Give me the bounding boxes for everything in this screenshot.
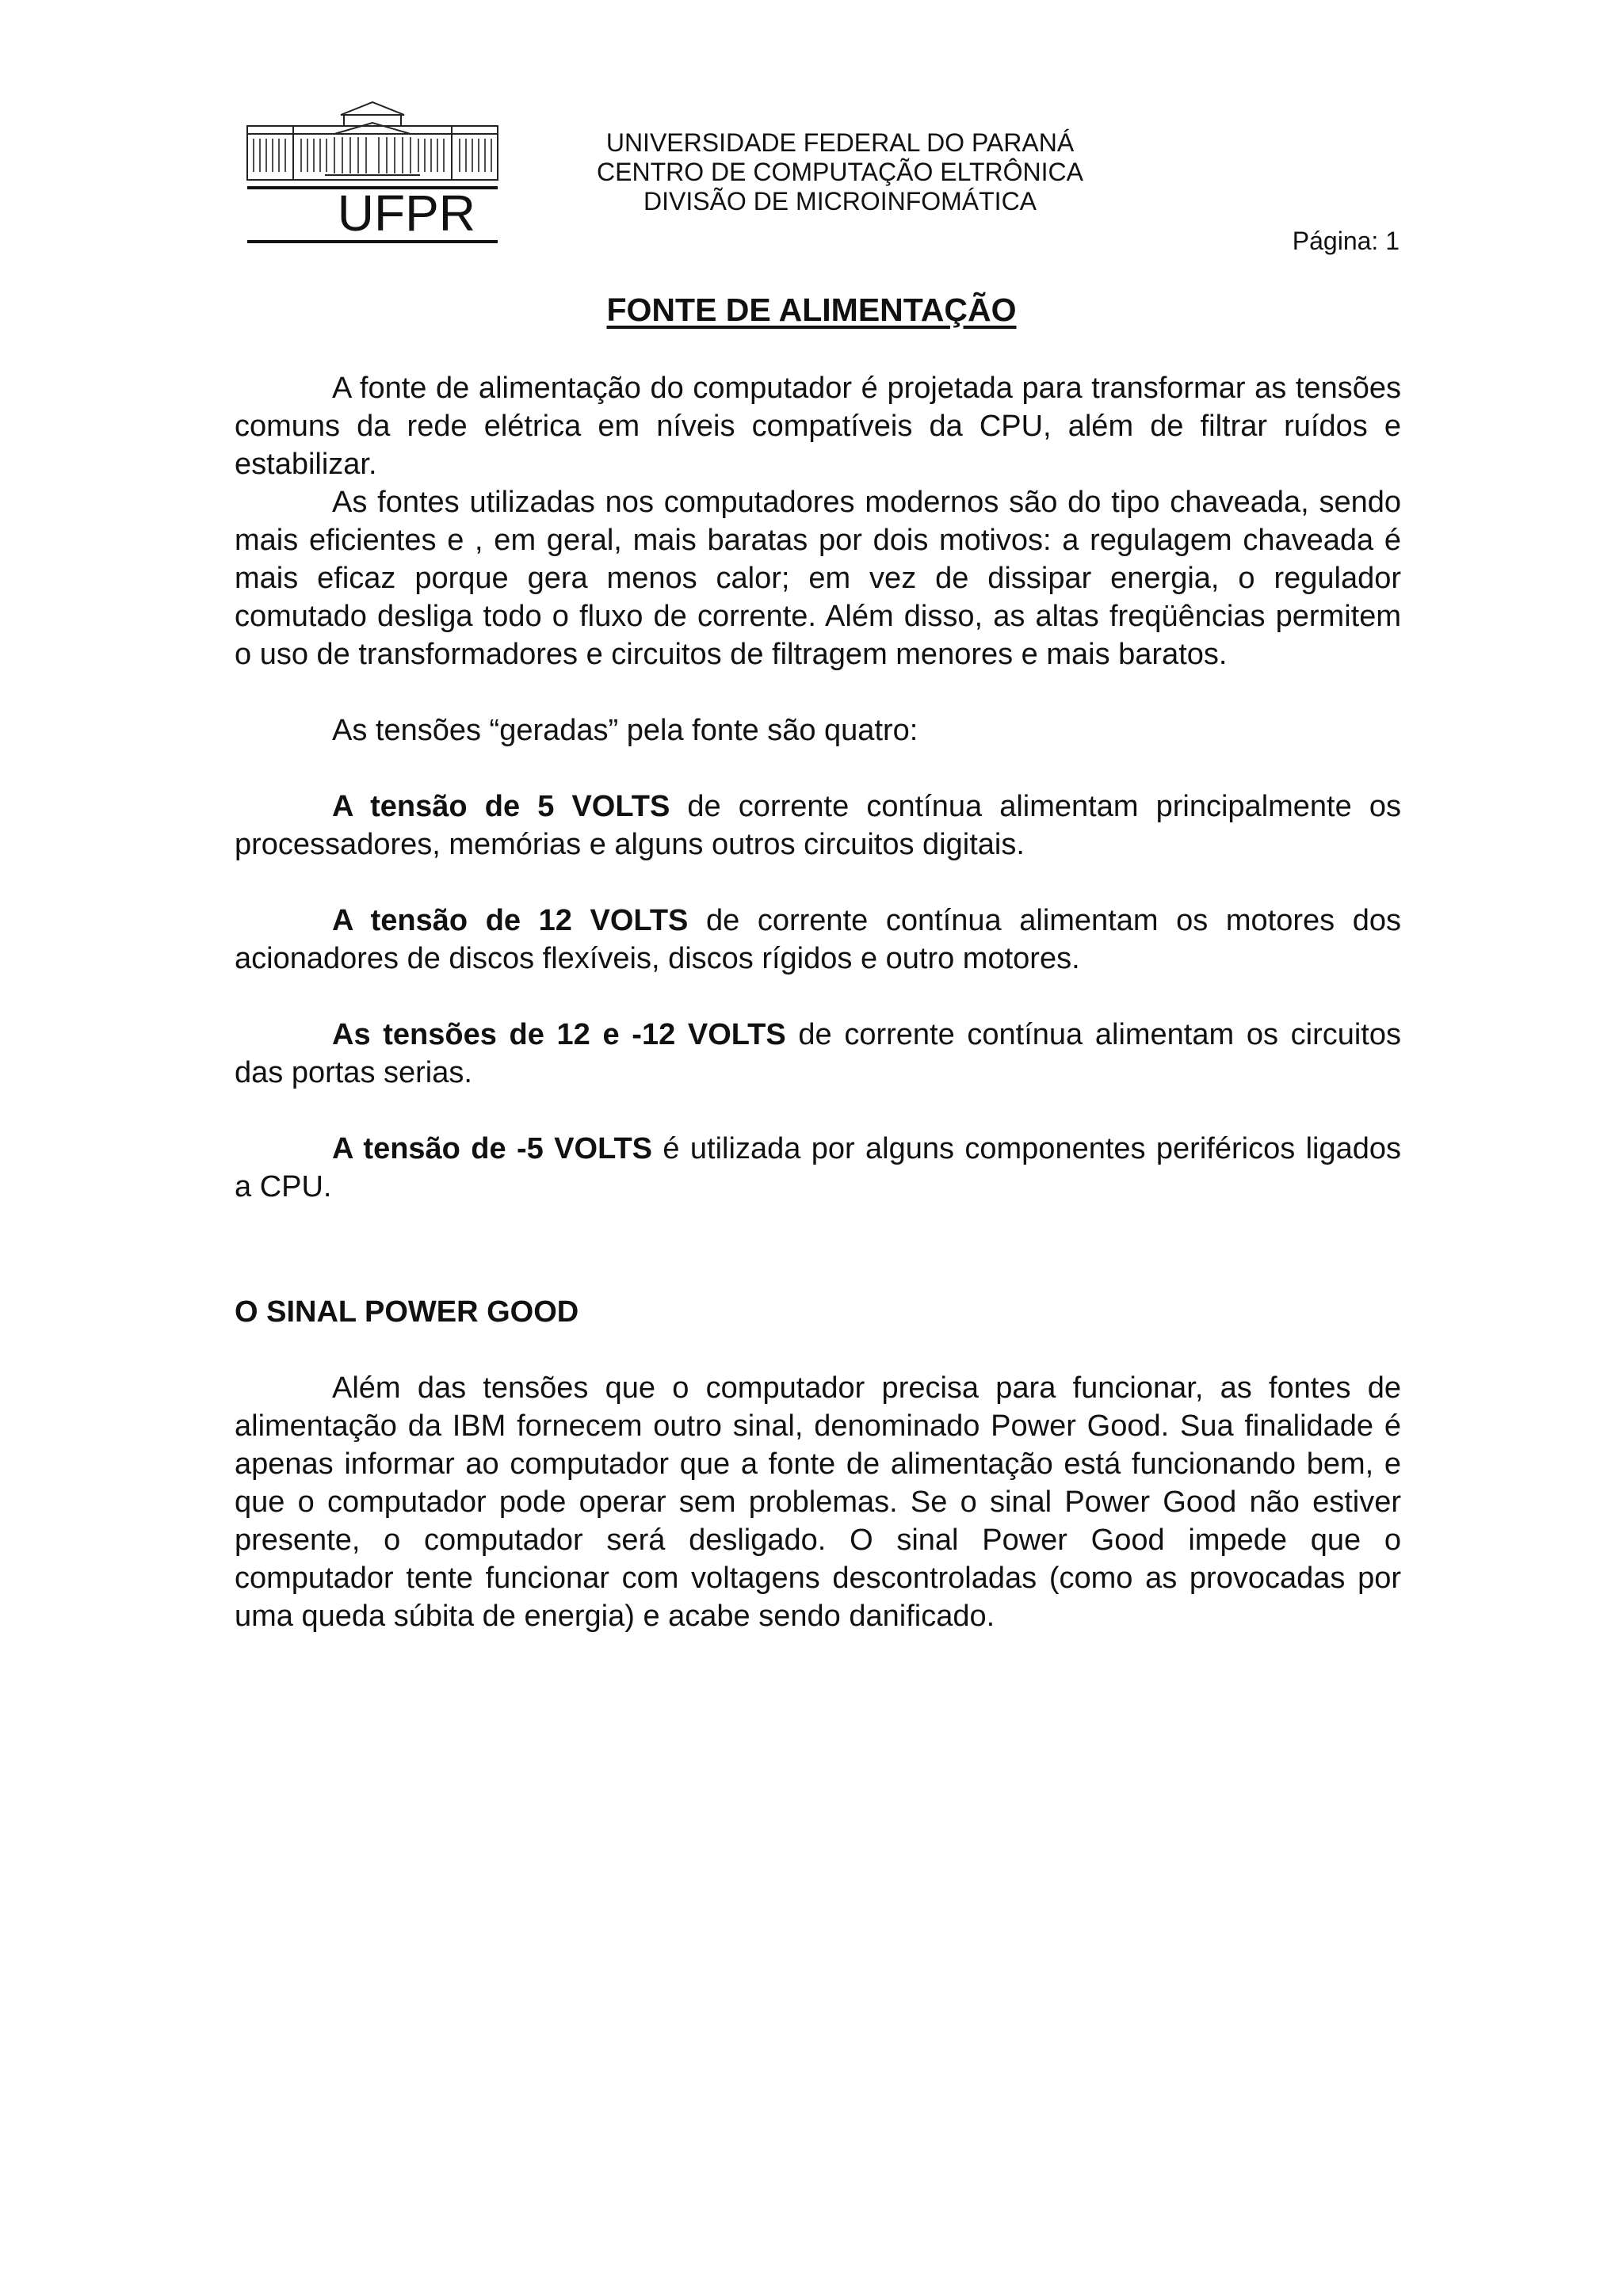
document-body [235,369,1401,1635]
ufpr-logo [246,99,499,246]
tension-label: A tensão de -5 VOLTS [332,1132,653,1165]
page-title: FONTE DE ALIMENTAÇÃO [606,292,1017,328]
university-name: UNIVERSIDADE FEDERAL DO PARANÁ [605,128,1075,157]
institution-header [523,128,1157,216]
tension-label: As tensões de 12 e -12 VOLTS [332,1018,786,1051]
power-good-paragraph: Além das tensões que o computador precisa para funcionar, as fontes de alimentação da IBM fornecem outro sinal, denominado Power Good. Sua finalidade é apenas informar ao computador que a fonte de alimentação está funcionando bem, e que o computador pode operar sem problemas. Se o sinal Power Good não estiver presente, o computador será desligado. O sinal Power Good impede que o computador tente funcionar com voltagens descontroladas (como as provocadas por uma queda súbita de energia) e acabe sendo danificado. [235,1371,1401,1633]
tension-text: é utilizada por alguns componentes periféricos ligados a CPU. [235,1132,1401,1203]
intro-paragraph-2: As fontes utilizadas nos computadores modernos são do tipo chaveada, sendo mais eficientes e , em geral, mais baratas por dois motivos: a regulagem chaveada é mais eficaz porque gera menos calor; em vez de dissipar energia, o regulador comutado desliga todo o fluxo de corrente. Além disso, as altas freqüências permitem o uso de transformadores e circuitos de filtragem menores e mais baratos. [235,486,1401,671]
section-heading-power-good: O SINAL POWER GOOD [235,1295,579,1329]
page-number: Página: 1 [1292,227,1400,255]
tension-paragraph-neg5v [235,1130,1401,1206]
tension-label: A tensão de 12 VOLTS [332,904,689,937]
tension-text: de corrente contínua alimentam os circuitos das portas serias. [235,1018,1401,1089]
intro-paragraph-1: A fonte de alimentação do computador é projetada para transformar as tensões comuns da rede elétrica em níveis compatíveis da CPU, além de filtrar ruídos e estabilizar. [235,372,1401,481]
tension-text: de corrente contínua alimentam os motores dos acionadores de discos flexíveis, discos rígidos e outro motores. [235,904,1402,975]
division-name: DIVISÃO DE MICROINFOMÁTICA [643,187,1037,215]
tension-text: de corrente contínua alimentam principalmente os processadores, memórias e alguns outros circuitos digitais. [235,790,1401,861]
tension-paragraph-5v [235,788,1401,864]
tension-paragraph-12v-neg12v [235,1016,1401,1092]
center-name: CENTRO DE COMPUTAÇÃO ELTRÔNICA [597,158,1083,186]
logo-wordmark: UFPR [337,185,475,242]
tension-label: A tensão de 5 VOLTS [332,790,670,823]
tensions-intro: As tensões “geradas” pela fonte são quatro: [332,714,918,747]
tension-paragraph-12v [235,902,1401,978]
